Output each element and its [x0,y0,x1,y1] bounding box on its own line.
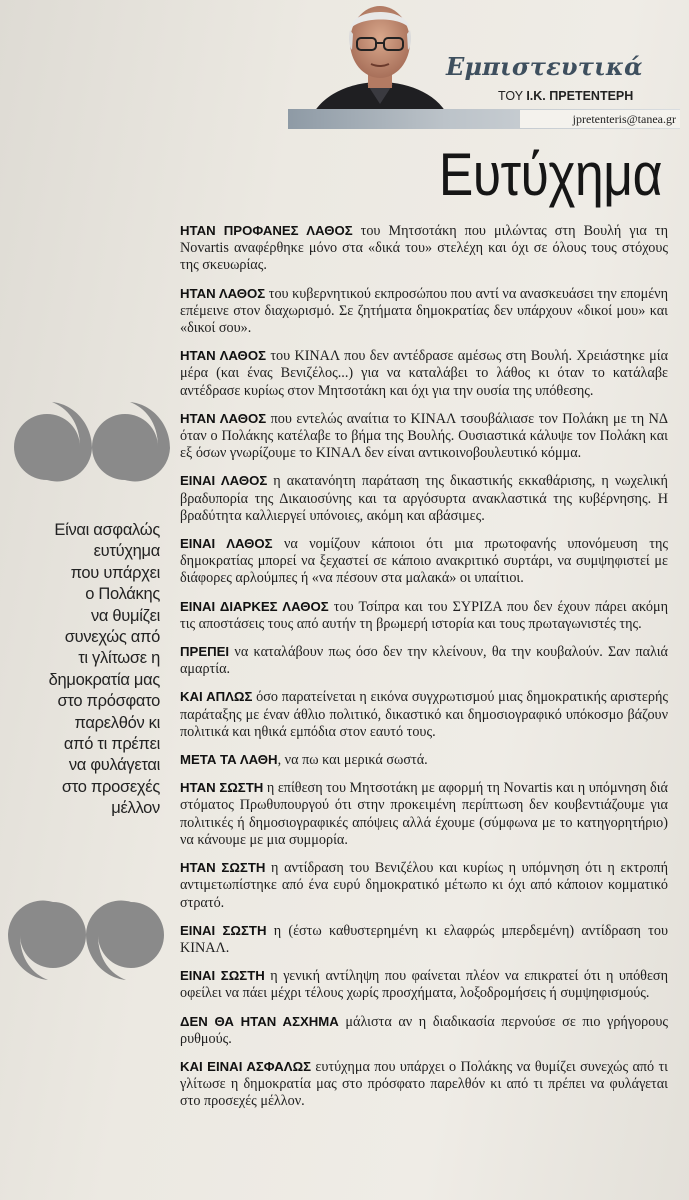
paragraph-lead: ΗΤΑΝ ΣΩΣΤΗ [180,860,266,876]
pull-quote-line: τι γλίτωσε η [78,649,160,668]
paragraph-lead: ΔΕΝ ΘΑ ΗΤΑΝ ΑΣΧΗΜΑ [180,1013,339,1029]
article-paragraph [180,688,668,741]
paragraph-text: του Τσίπρα και του ΣΥΡΙΖΑ που δεν έχουν πάρει ακόμη τις αποστάσεις τους από αυτήν τη βρωμερή ιστορία και τους πρωταγωνιστές της. [180,598,669,632]
article-paragraph [180,779,668,849]
pull-quote-line: δημοκρατία μας [48,670,160,689]
pull-quote-line: να θυμίζει [90,606,160,625]
article-paragraph [180,535,668,588]
author-photo [305,0,455,120]
paragraph-text: η ακατανόητη παράταση της δικαστικής εκκαθάρισης, η νωχελική βραδυπορία της Δικαιοσύνης και τα αργόσυρτα ανακλαστικά της κυβέρνησης. Η βραδύτητα καλλιεργεί υπόνοιες, ακόμη και αβάσιμες. [180,473,668,524]
paragraph-text: , να πω και μερικά σωστά. [277,752,428,769]
pull-quote-line: στο πρόσφατο [57,692,160,711]
paragraph-lead: ΕΙΝΑΙ ΔΙΑΡΚΕΣ ΛΑΘΟΣ [180,598,329,614]
paragraph-lead: ΕΙΝΑΙ ΣΩΣΤΗ [180,968,265,984]
paragraph-text: που εντελώς αναίτια το ΚΙΝΑΛ τσουβάλιασε τον Πολάκη με τη ΝΔ όταν ο Πολάκης κατέλαβε το βήμα της Βουλής. Ουσιαστικά κάλυψε τον Πολάκη και εξ όσων γνωρίζουμε το ΚΙΝΑΛ δεν είναι αντικοινοβουλευτικό κόμμα. [180,410,668,462]
paragraph-lead: ΕΙΝΑΙ ΛΑΘΟΣ [180,473,268,489]
pull-quote-line: στο προσεχές [61,777,160,796]
byline-prefix: ΤΟΥ [498,89,523,103]
paragraph-lead: ΗΤΑΝ ΛΑΘΟΣ [180,285,266,301]
pull-quote-line: ο Πολάκης [85,585,160,604]
paragraph-lead: ΕΙΝΑΙ ΛΑΘΟΣ [180,536,273,552]
paragraph-text: του Μητσοτάκη που μιλώντας στη Βουλή για τη Novartis αναφέρθηκε μόνο στα «δικά του» στελέχη και όχι σε όλους τους στόχους της σκευωρίας. [180,223,668,274]
pull-quote-line: μέλλον [111,799,160,818]
paragraph-text: του κυβερνητικού εκπροσώπου που αντί να ανασκευάσει την επομένη επέμεινε στον διαχωρισμό. Σε ζητήματα δημοκρατίας δεν υπάρχουν «δικοί μου» και «δικοί σου». [180,285,668,337]
pull-quote-line: παρελθόν κι [74,713,160,732]
article-paragraph [180,922,668,957]
paragraph-text: του ΚΙΝΑΛ που δεν αντέδρασε αμέσως στη Βουλή. Χρειάστηκε μία μέρα (και ένας Βενιζέλος...) για να καταλάβει το λάθος κι όταν το κατάλαβε αντέδρασε κυρίως στον Μητσοτάκη και όχι για την ουσία της υπόθεσης. [180,348,668,399]
pull-quote-line: συνεχώς από [64,628,160,647]
byline [498,89,668,103]
byline-author: Ι.Κ. ΠΡΕΤΕΝΤΕΡΗ [526,89,634,103]
pull-quote-line: που υπάρχει [70,563,160,582]
article-paragraph [180,967,668,1002]
paragraph-lead: ΗΤΑΝ ΠΡΟΦΑΝΕΣ ΛΑΘΟΣ [180,223,353,238]
paragraph-text: η αντίδραση του Βενιζέλου και κυρίως η υπόμνηση ότι η εκτροπή αντιμετωπίστηκε από ένα ευρύ δημοκρατικό μέτωπο κι όχι από κάποιον κομματικό στρατό. [180,860,668,911]
paragraph-text: ευτύχημα που υπάρχει ο Πολάκης να θυμίζει συνεχώς από τι γλίτωσε η δημοκρατία μας στο πρόσφατο παρελθόν κι από τι πρέπει να φυλάγεται στο προσεχές μέλλον. [180,1058,669,1110]
article-body [180,222,668,1121]
paragraph-lead: ΕΙΝΑΙ ΣΩΣΤΗ [180,922,267,938]
paragraph-lead: ΚΑΙ ΕΙΝΑΙ ΑΣΦΑΛΩΣ [180,1058,312,1074]
paragraph-text: η (έστω καθυστερημένη κι ελαφρώς μπερδεμένη) αντίδραση του ΚΙΝΑΛ. [180,922,668,956]
article-paragraph [180,1013,668,1048]
paragraph-lead: ΜΕΤΑ ΤΑ ΛΑΘΗ [180,752,278,768]
article-paragraph [180,285,668,338]
paragraph-lead: ΗΤΑΝ ΣΩΣΤΗ [180,780,264,796]
paragraph-text: η επίθεση του Μητσοτάκη με αφορμή τη Novartis και η υπόμνηση διά στόματος Πρωθυπουργού ότι στην προκειμένη περίπτωση δεν κουβεντιάζουμε για πολιτικές ή δημοσιογραφικές απόψεις αλλά έχουμε (σύμφωνα με το κατηγορητήριο) να κάνουμε με μια συμμορία. [180,780,668,848]
article-paragraph [180,643,668,678]
pull-quote [8,520,160,820]
pull-quote-line: ευτύχημα [93,542,160,561]
pull-quote-line: να φυλάγεται [68,756,160,775]
article-paragraph [180,859,668,912]
paragraph-lead: ΗΤΑΝ ΛΑΘΟΣ [180,410,267,426]
paragraph-lead: ΚΑΙ ΑΠΛΩΣ [180,689,253,705]
paragraph-text: όσο παρατείνεται η εικόνα συγχρωτισμού μιας δημοκρατικής αριστερής παράταξης με έναν άθλιο πολιτικό, δικαστικό και δημοσιογραφικό υπόκοσμο βάζουν πολιτικά και ηθικά εμπόδια στον εαυτό τους. [180,689,669,740]
paragraph-text: να καταλάβουν πως όσο δεν την κλείνουν, θα την κουβαλούν. Σαν παλιά αμαρτία. [180,644,668,678]
article-paragraph [180,598,668,633]
article-paragraph [180,410,668,463]
column-name: Εμπιστευτικά [446,52,643,81]
paragraph-text: μάλιστα αν η διαδικασία περνούσε σε πιο γρήγορους ρυθμούς. [180,1013,669,1047]
paragraph-text: η γενική αντίληψη που φαίνεται πλέον να επικρατεί ότι η υπόθεση οφείλει να πάει μέχρι τέλους χωρίς προσχήματα, λοξοδρομήσεις ή συμψηφισμούς. [180,968,668,1002]
paragraph-lead: ΠΡΕΠΕΙ [180,644,230,660]
opening-quote-icon [12,402,172,482]
article-paragraph [180,751,668,769]
article-paragraph [180,347,668,400]
pull-quote-line: Είναι ασφαλώς [54,521,160,539]
article-paragraph [180,1058,668,1111]
headline: Ευτύχημα [438,141,662,208]
article-paragraph [180,222,668,275]
author-email: jpretenteris@tanea.gr [520,110,680,128]
pull-quote-line: από τι πρέπει [63,735,160,754]
article-paragraph [180,472,668,525]
paragraph-text: να νομίζουν κάποιοι ότι μια πρωτοφανής υπονόμευση της δημοκρατίας μπορεί να ξεχαστεί σε κάποιο ανακριτικό συρτάρι, να συμψηφιστεί με διάφορες αρλούμπες ή «να πέσουν στα μαλακά» οι υπαίτιοι. [180,536,668,587]
closing-quote-icon [8,900,168,980]
paragraph-lead: ΗΤΑΝ ΛΑΘΟΣ [180,348,266,364]
